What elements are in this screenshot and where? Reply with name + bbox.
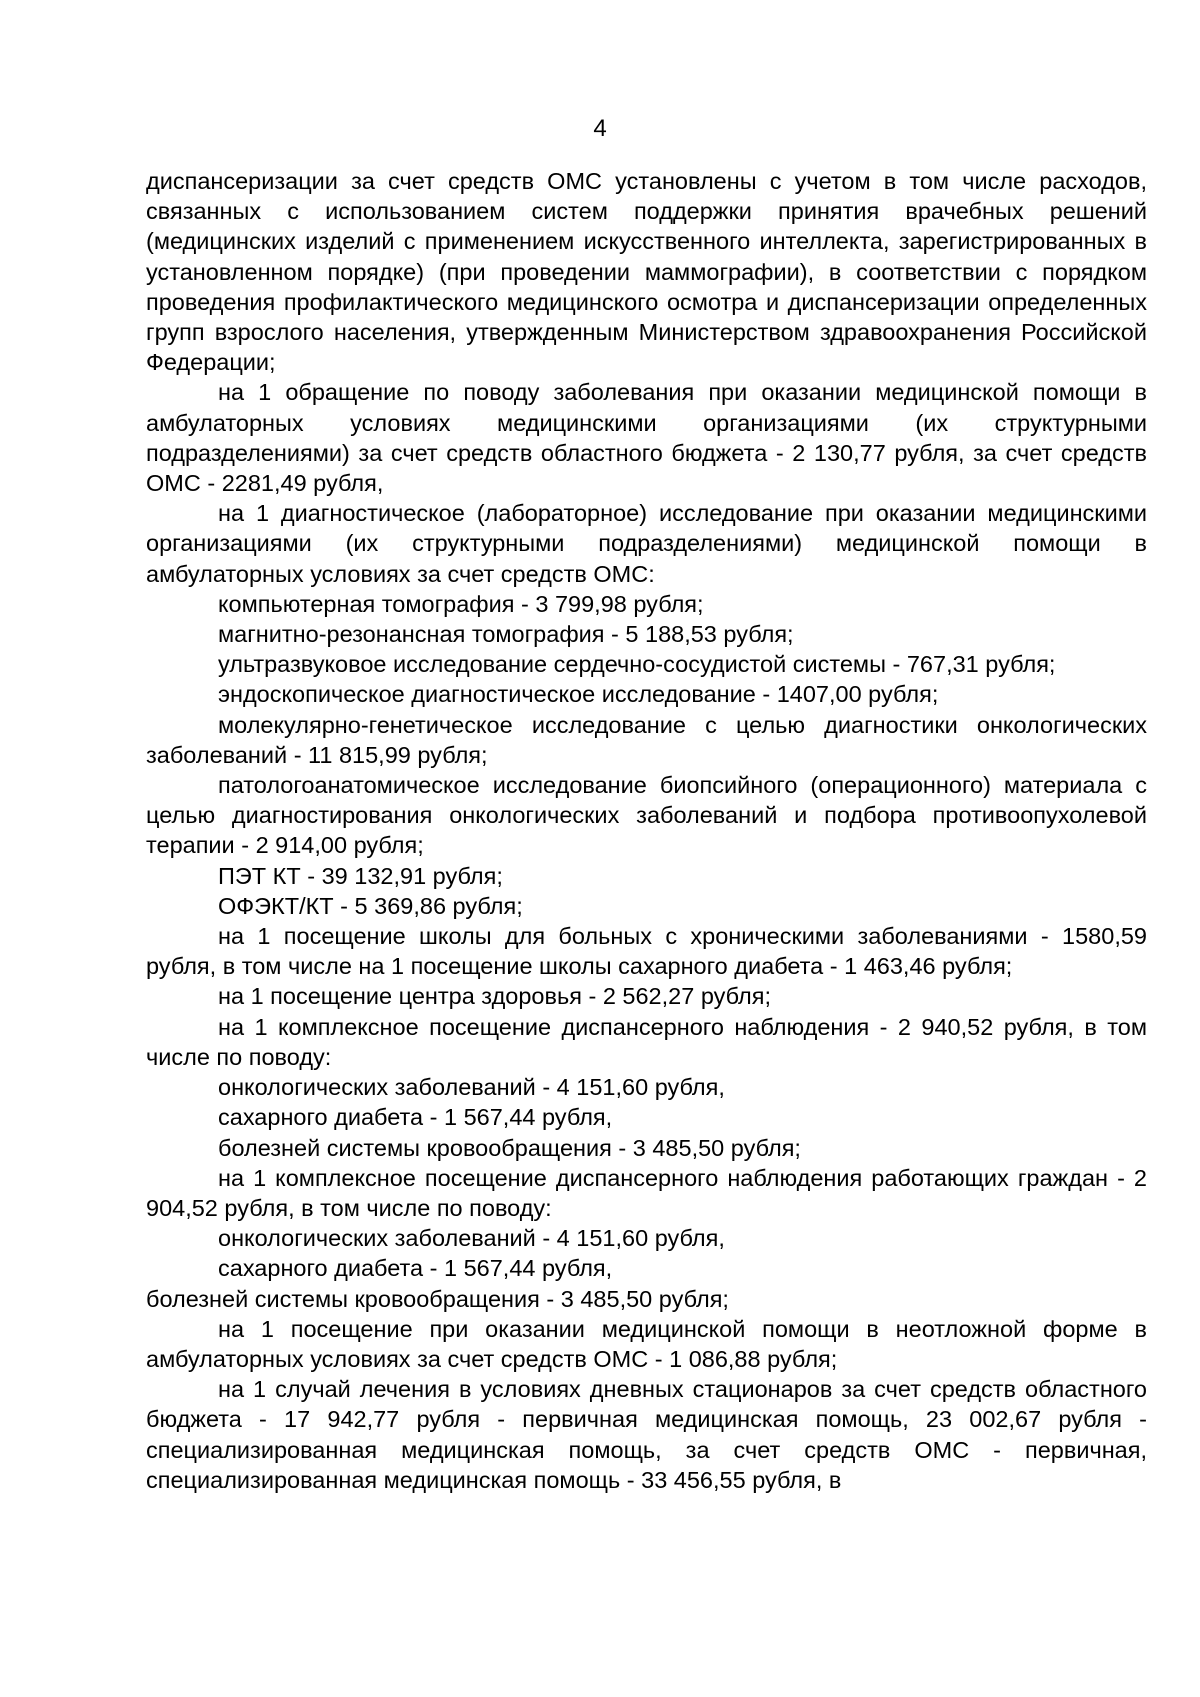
paragraph: ОФЭКТ/КТ - 5 369,86 рубля; — [218, 892, 523, 919]
paragraph: ПЭТ КТ - 39 132,91 рубля; — [218, 862, 503, 889]
paragraph: диспансеризации за счет средств ОМС установлены с учетом в том числе расходов, связанных с использованием систем поддержки принятия врачебных решений (медицинских изделий с применением искусственного интеллекта, зарегистрированных в установленном порядке) (при проведении маммографии), в соответствии с порядком проведения профилактического медицинского осмотра и диспансеризации определенных групп взрослого населения, утвержденным Министерством здравоохранения Российской Федерации; — [146, 168, 1147, 376]
page-number: 4 — [593, 115, 607, 142]
paragraph: болезней системы кровообращения - 3 485,50 рубля; — [146, 1285, 729, 1312]
paragraph: магнитно-резонансная томография - 5 188,53 рубля; — [218, 621, 794, 648]
paragraph: на 1 посещение центра здоровья - 2 562,27 рубля; — [218, 983, 772, 1010]
paragraph: ультразвуковое исследование сердечно-сосудистой системы - 767,31 рубля; — [218, 651, 1056, 678]
paragraph: болезней системы кровообращения - 3 485,50 рубля; — [218, 1134, 801, 1161]
paragraph: молекулярно-генетическое исследование с целью диагностики онкологических заболеваний - 11 815,99 рубля; — [146, 711, 1147, 768]
paragraph: сахарного диабета - 1 567,44 рубля, — [218, 1104, 613, 1131]
paragraph: патологоанатомическое исследование биопсийного (операционного) материала с целью диагностирования онкологических заболеваний и подбора противоопухолевой терапии - 2 914,00 рубля; — [146, 772, 1147, 859]
paragraph: на 1 комплексное посещение диспансерного наблюдения - 2 940,52 рубля, в том числе по поводу: — [146, 1013, 1147, 1070]
paragraph: на 1 посещение школы для больных с хроническими заболеваниями - 1580,59 рубля, в том числе на 1 посещение школы сахарного диабета - 1 463,46 рубля; — [146, 923, 1147, 980]
paragraph: на 1 случай лечения в условиях дневных стационаров за счет средств областного бюджета - 17 942,77 рубля - первичная медицинская помощь, 23 002,67 рубля - специализированная медицинская помощь, за счет средств ОМС - первичная, специализированная медицинская помощь - 33 456,55 рубля, в — [146, 1376, 1147, 1493]
paragraph: эндоскопическое диагностическое исследование - 1407,00 рубля; — [218, 681, 939, 708]
paragraph: онкологических заболеваний - 4 151,60 рубля, — [218, 1074, 725, 1101]
document-body — [146, 166, 1147, 1495]
paragraph: на 1 посещение при оказании медицинской помощи в неотложной форме в амбулаторных условиях за счет средств ОМС - 1 086,88 рубля; — [146, 1315, 1147, 1372]
paragraph: на 1 комплексное посещение диспансерного наблюдения работающих граждан - 2 904,52 рубля, в том числе по поводу: — [146, 1164, 1147, 1221]
paragraph: на 1 диагностическое (лабораторное) исследование при оказании медицинскими организациями (их структурными подразделениями) медицинской помощи в амбулаторных условиях за счет средств ОМС: — [146, 500, 1147, 587]
paragraph: на 1 обращение по поводу заболевания при оказании медицинской помощи в амбулаторных условиях медицинскими организациями (их структурными подразделениями) за счет средств областного бюджета - 2 130,77 рубля, за счет средств ОМС - 2281,49 рубля, — [146, 379, 1147, 497]
paragraph: компьютерная томография - 3 799,98 рубля; — [218, 590, 704, 617]
paragraph: сахарного диабета - 1 567,44 рубля, — [218, 1255, 613, 1282]
paragraph: онкологических заболеваний - 4 151,60 рубля, — [218, 1225, 725, 1252]
